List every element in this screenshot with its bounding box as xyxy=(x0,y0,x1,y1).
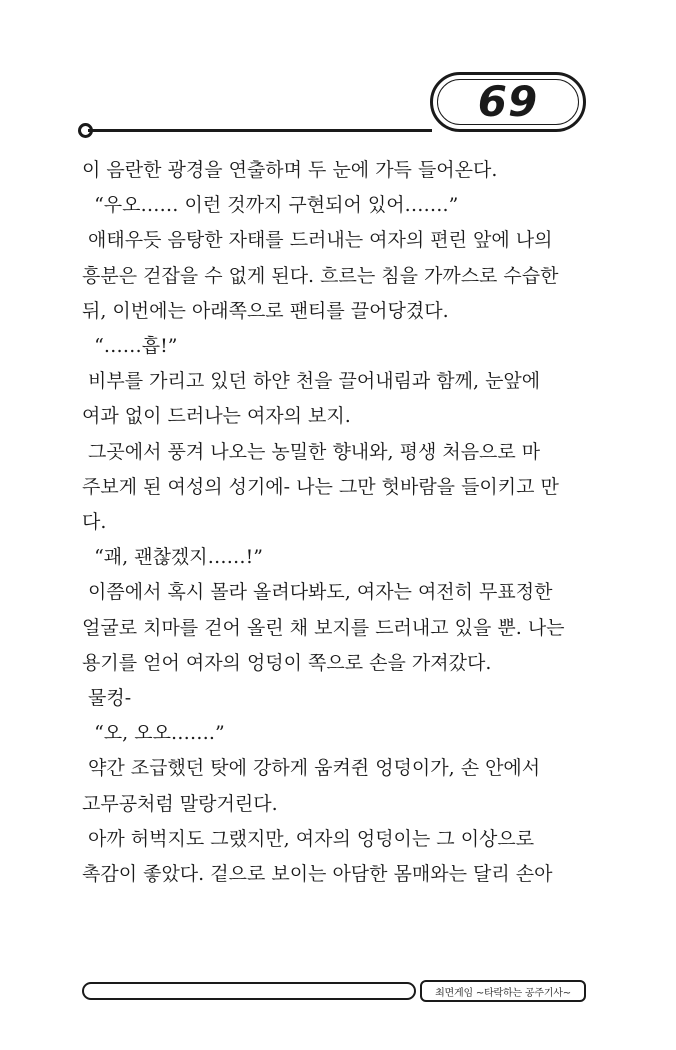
body-text xyxy=(82,153,602,892)
text-line: “……흡!” xyxy=(82,335,178,358)
text-line: 얼굴로 치마를 걷어 올린 채 보지를 드러내고 있을 뿐. 나는 xyxy=(82,616,565,639)
text-line: 약간 조급했던 탓에 강하게 움켜쥔 엉덩이가, 손 안에서 xyxy=(82,757,541,780)
footer-bar xyxy=(82,982,416,1000)
page-number: 69 xyxy=(477,77,539,126)
text-line: 이쯤에서 혹시 몰라 올려다봐도, 여자는 여전히 무표정한 xyxy=(82,581,553,604)
text-line: “우오…… 이런 것까지 구현되어 있어…….” xyxy=(82,194,459,217)
text-line: 주보게 된 여성의 성기에- 나는 그만 헛바람을 들이키고 만 xyxy=(82,475,559,498)
text-line: 아까 허벅지도 그랬지만, 여자의 엉덩이는 그 이상으로 xyxy=(82,827,535,850)
header-rule xyxy=(88,129,432,132)
text-line: 흥분은 걷잡을 수 없게 된다. 흐르는 침을 가까스로 수습한 xyxy=(82,264,559,287)
text-line: 촉감이 좋았다. 겉으로 보이는 아담한 몸매와는 달리 손아 xyxy=(82,863,553,886)
text-line: 고무공처럼 말랑거린다. xyxy=(82,792,278,815)
text-line: 이 음란한 광경을 연출하며 두 눈에 가득 들어온다. xyxy=(82,159,498,181)
text-line: 다. xyxy=(82,511,107,534)
text-line: 여과 없이 드러나는 여자의 보지. xyxy=(82,405,351,428)
text-line: 뒤, 이번에는 아래쪽으로 팬티를 끌어당겼다. xyxy=(82,299,449,322)
text-line: 물컹- xyxy=(82,687,132,710)
text-line: 용기를 얻어 여자의 엉덩이 쪽으로 손을 가져갔다. xyxy=(82,651,492,674)
text-line: 그곳에서 풍겨 나오는 농밀한 향내와, 평생 처음으로 마 xyxy=(82,440,541,463)
text-line: 애태우듯 음탕한 자태를 드러내는 여자의 편린 앞에 나의 xyxy=(82,229,553,252)
text-line: “괘, 괜찮겠지……!” xyxy=(82,546,263,569)
footer-title-box xyxy=(420,980,586,1002)
text-line: “오, 오오…….” xyxy=(82,722,225,745)
book-title: 최면게임 ~타락하는 공주기사~ xyxy=(435,987,571,999)
text-line: 비부를 가리고 있던 하얀 천을 끌어내림과 함께, 눈앞에 xyxy=(82,370,541,393)
page-number-badge xyxy=(430,72,586,132)
